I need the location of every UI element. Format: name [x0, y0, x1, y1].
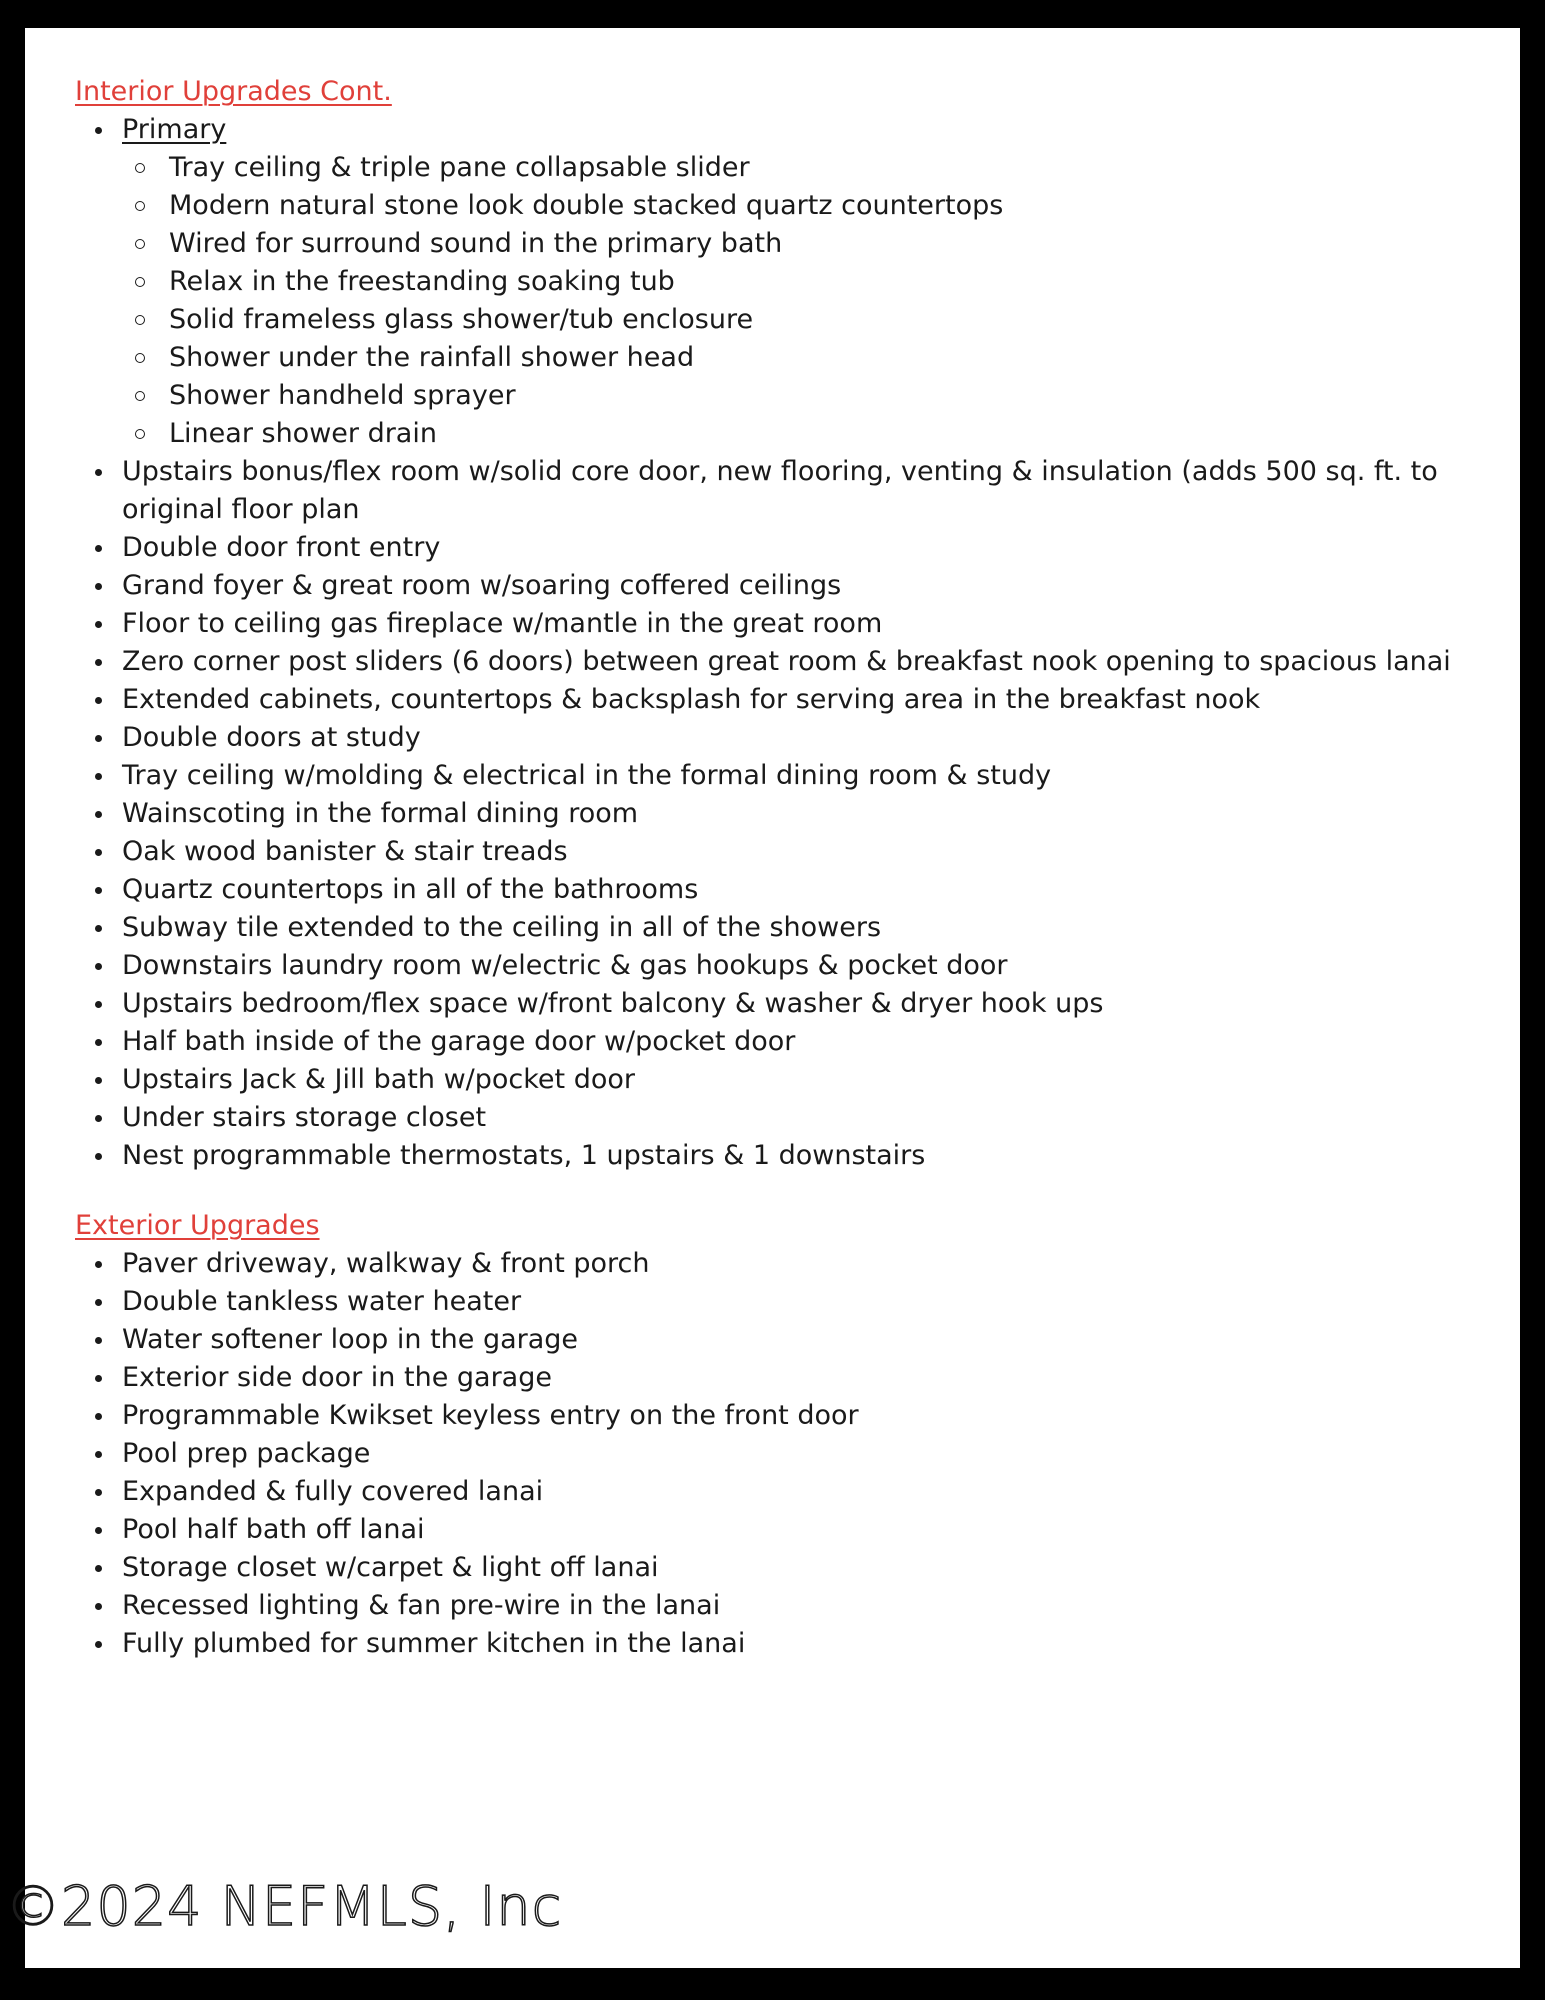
interior-feature-item: Oak wood banister & stair treads [75, 833, 1495, 871]
primary-sublist [122, 149, 1495, 453]
primary-feature-item: Relax in the freestanding soaking tub [122, 263, 1495, 301]
interior-upgrades-list [75, 111, 1495, 453]
copyright-watermark: ©2024 NEFMLS, Inc [6, 1875, 563, 1938]
exterior-feature-item: Recessed lighting & fan pre-wire in the lanai [75, 1587, 1495, 1625]
exterior-upgrades-heading: Exterior Upgrades [75, 1210, 320, 1241]
primary-feature-item: Shower under the rainfall shower head [122, 339, 1495, 377]
primary-feature-item: Modern natural stone look double stacked quartz countertops [122, 187, 1495, 225]
interior-feature-item: Grand foyer & great room w/soaring coffered ceilings [75, 567, 1495, 605]
primary-feature-item: Tray ceiling & triple pane collapsable slider [122, 149, 1495, 187]
interior-feature-item: Tray ceiling w/molding & electrical in the formal dining room & study [75, 757, 1495, 795]
exterior-feature-item: Water softener loop in the garage [75, 1321, 1495, 1359]
interior-feature-item: Subway tile extended to the ceiling in all of the showers [75, 909, 1495, 947]
exterior-feature-item: Programmable Kwikset keyless entry on the front door [75, 1397, 1495, 1435]
interior-items-list [75, 453, 1495, 1175]
interior-feature-item: Nest programmable thermostats, 1 upstairs & 1 downstairs [75, 1137, 1495, 1175]
section-spacer [75, 1175, 1495, 1207]
exterior-feature-item: Exterior side door in the garage [75, 1359, 1495, 1397]
interior-feature-item: Upstairs bedroom/flex space w/front balcony & washer & dryer hook ups [75, 985, 1495, 1023]
exterior-feature-item: Double tankless water heater [75, 1283, 1495, 1321]
interior-feature-item: Half bath inside of the garage door w/pocket door [75, 1023, 1495, 1061]
document-page [25, 28, 1520, 1968]
exterior-upgrades-list [75, 1245, 1495, 1663]
exterior-feature-item: Paver driveway, walkway & front porch [75, 1245, 1495, 1283]
interior-feature-item: Quartz countertops in all of the bathrooms [75, 871, 1495, 909]
interior-feature-item: Extended cabinets, countertops & backsplash for serving area in the breakfast nook [75, 681, 1495, 719]
primary-list-item [75, 111, 1495, 453]
interior-feature-item: Floor to ceiling gas fireplace w/mantle in the great room [75, 605, 1495, 643]
primary-feature-item: Wired for surround sound in the primary bath [122, 225, 1495, 263]
interior-feature-item: Under stairs storage closet [75, 1099, 1495, 1137]
primary-feature-item: Linear shower drain [122, 415, 1495, 453]
exterior-feature-item: Pool prep package [75, 1435, 1495, 1473]
interior-feature-item: Upstairs bonus/flex room w/solid core door, new flooring, venting & insulation (adds 500 sq. ft. to original floor plan [75, 453, 1495, 529]
interior-feature-item: Zero corner post sliders (6 doors) between great room & breakfast nook opening to spacious lanai [75, 643, 1495, 681]
interior-feature-item: Wainscoting in the formal dining room [75, 795, 1495, 833]
document-content [75, 73, 1495, 1663]
exterior-feature-item: Storage closet w/carpet & light off lanai [75, 1549, 1495, 1587]
exterior-feature-item: Fully plumbed for summer kitchen in the lanai [75, 1625, 1495, 1663]
interior-feature-item: Upstairs Jack & Jill bath w/pocket door [75, 1061, 1495, 1099]
interior-feature-item: Double doors at study [75, 719, 1495, 757]
interior-feature-item: Downstairs laundry room w/electric & gas hookups & pocket door [75, 947, 1495, 985]
primary-feature-item: Solid frameless glass shower/tub enclosure [122, 301, 1495, 339]
exterior-feature-item: Pool half bath off lanai [75, 1511, 1495, 1549]
interior-upgrades-heading: Interior Upgrades Cont. [75, 76, 392, 107]
interior-feature-item: Double door front entry [75, 529, 1495, 567]
primary-subheading: Primary [122, 114, 227, 145]
exterior-feature-item: Expanded & fully covered lanai [75, 1473, 1495, 1511]
primary-feature-item: Shower handheld sprayer [122, 377, 1495, 415]
